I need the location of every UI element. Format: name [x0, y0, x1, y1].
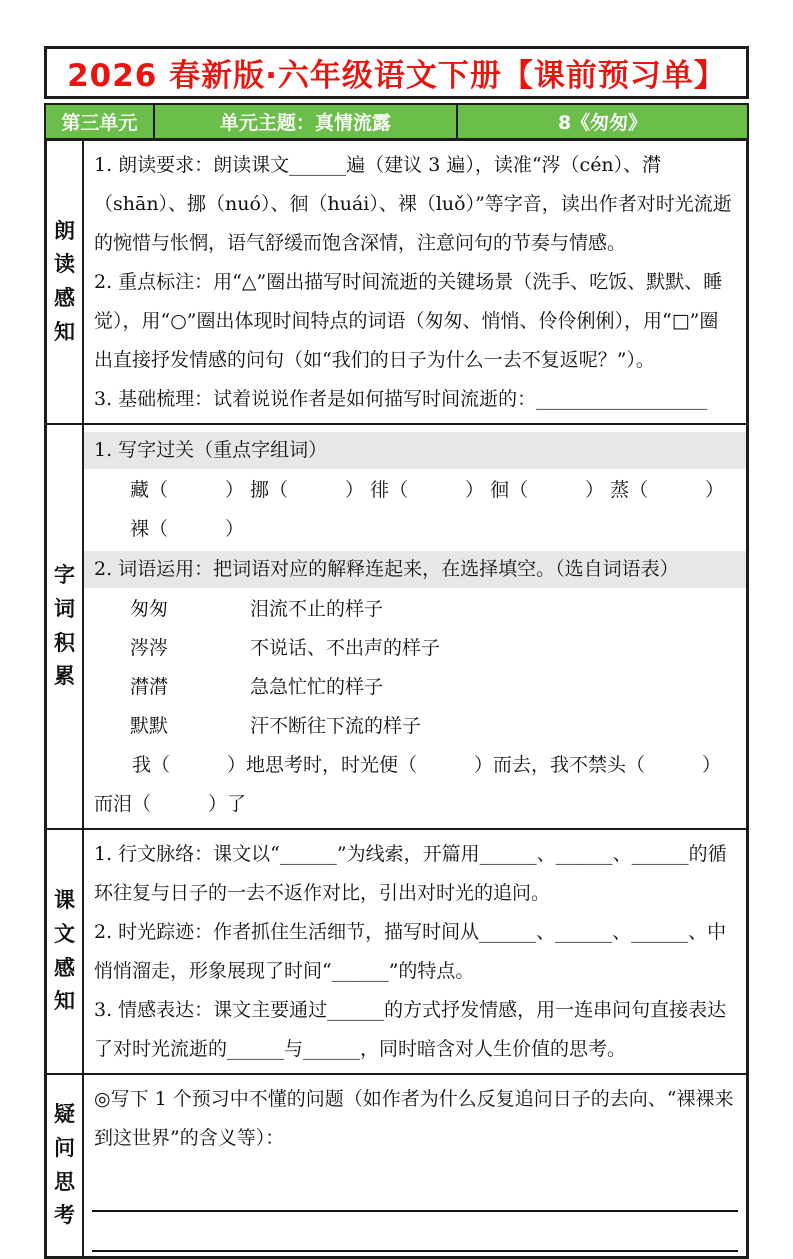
section-questions-label — [47, 1075, 84, 1256]
lesson-title-cell: 8《匆匆》 — [557, 112, 648, 134]
word-pair — [84, 668, 746, 707]
section-questions-content — [84, 1075, 746, 1256]
section-comprehension-label — [47, 830, 84, 1073]
unit-theme-cell: 单元主题：真情流露 — [155, 105, 459, 138]
section-words-label-text: 字词积累 — [54, 563, 75, 689]
comprehension-item-1: 1. 行文脉络：课文以“______”为线索，开篇用______、______、______的循环往复与日子的一去不返作对比，引出对时光的追问。 — [94, 843, 727, 904]
pair-meaning: 泪流不止的样子 — [250, 598, 384, 620]
section-comprehension-content — [84, 830, 746, 1073]
reading-item-1: 1. 朗读要求：朗读课文______遍（建议 3 遍），读准“涔（cén）、潸（shān）、挪（nuó）、徊（huái）、裸（luǒ）”等字音，读出作者对时光流逝的惋惜与怅惘，语气舒缓而饱含深情，注意问句的节奏与情感。 — [94, 154, 732, 254]
pair-meaning: 不说话、不出声的样子 — [250, 637, 441, 659]
section-reading-content — [84, 141, 746, 423]
word-pair — [84, 590, 746, 629]
pair-meaning: 汗不断往下流的样子 — [250, 715, 422, 737]
section-reading-label — [47, 141, 84, 423]
title-box — [44, 46, 749, 99]
worksheet-sheet — [44, 46, 749, 1259]
words-item-2-heading: 2. 词语运用：把词语对应的解释连起来，在选择填空。（选自词语表） — [84, 551, 746, 588]
sections-table — [44, 138, 749, 1259]
worksheet-title: 2026 春新版·六年级语文下册【课前预习单】 — [67, 58, 726, 94]
unit-number-cell: 第三单元 — [46, 105, 155, 138]
reading-item-2: 2. 重点标注：用“△”圈出描写时间流逝的关键场景（洗手、吃饭、默默、睡觉），用“○”圈出体现时间特点的词语（匆匆、悄悄、伶伶俐俐），用“□”圈出直接抒发情感的问句（如“我们的日子为什么一去不复返呢？”）。 — [94, 271, 723, 371]
fill-in-sentence: 我（ ）地思考时，时光便（ ）而去，我不禁头（ ）而泪（ ）了 — [94, 754, 722, 815]
question-prompt: ◎写下 1 个预习中不懂的问题（如作者为什么反复追问日子的去向、“裸裸来到这世界”的含义等）： — [94, 1088, 734, 1149]
words-item-1-heading: 1. 写字过关（重点字组词） — [84, 432, 746, 469]
section-questions — [47, 1075, 746, 1256]
char-practice-line-2: 裸（ ） — [130, 518, 245, 540]
pair-meaning: 急急忙忙的样子 — [250, 676, 384, 698]
section-comprehension — [47, 830, 746, 1075]
unit-header — [44, 103, 749, 138]
comprehension-item-2: 2. 时光踪迹：作者抓住生活细节，描写时间从______、______、______、中悄悄溜走，形象展现了时间“______”的特点。 — [94, 921, 727, 982]
writing-line — [92, 1172, 738, 1212]
section-reading-label-text: 朗读感知 — [54, 218, 75, 344]
char-practice-line-1: 藏（ ） 挪（ ） 徘（ ） 徊（ ） 蒸（ ） — [130, 479, 725, 501]
word-pair — [84, 629, 746, 668]
pair-word: 涔涔 — [130, 637, 169, 659]
reading-item-3: 3. 基础梳理：试着说说作者是如何描写时间流逝的：__________________ — [94, 388, 708, 410]
comprehension-item-3: 3. 情感表达：课文主要通过______的方式抒发情感，用一连串问句直接表达了对时光流逝的______与______，同时暗含对人生价值的思考。 — [94, 999, 727, 1060]
section-reading — [47, 141, 746, 425]
writing-line — [92, 1212, 738, 1252]
word-pair — [84, 707, 746, 746]
section-words-content — [84, 425, 746, 828]
section-questions-label-text: 疑问思考 — [54, 1102, 75, 1228]
section-words-label — [47, 425, 84, 828]
section-comprehension-label-text: 课文感知 — [54, 888, 75, 1014]
pair-word: 潸潸 — [130, 676, 169, 698]
pair-word: 默默 — [130, 715, 169, 737]
pair-word: 匆匆 — [130, 598, 169, 620]
section-words — [47, 425, 746, 830]
